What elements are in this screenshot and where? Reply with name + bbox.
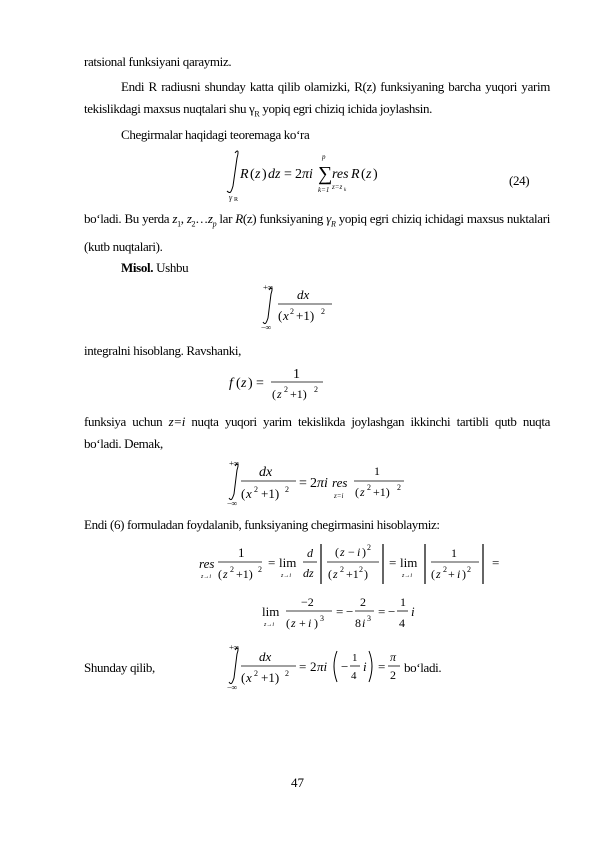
svg-text:=: = — [284, 167, 292, 182]
svg-text:z: z — [255, 167, 261, 182]
text-line-endi-6: Endi (6) formuladan foydalanib, funksiyaning chegirmasini hisoblaymiz: — [84, 517, 440, 532]
svg-text:): ) — [314, 616, 318, 630]
formula-f-of-z — [229, 364, 329, 402]
svg-text:z: z — [340, 545, 345, 559]
gamma-r-subscript: R — [331, 219, 336, 229]
svg-text:πi: πi — [317, 476, 328, 491]
svg-text:2: 2 — [467, 565, 471, 574]
svg-text:lim: lim — [400, 555, 418, 570]
funksiya-uchun-text: funksiya uchun — [84, 414, 169, 429]
svg-text:z: z — [277, 387, 282, 401]
svg-text:z: z — [436, 567, 441, 581]
text-boladi: bo‘ladi. — [404, 660, 442, 675]
formula-integral-example — [260, 282, 340, 332]
svg-text:γ: γ — [229, 193, 233, 202]
svg-text:z: z — [333, 567, 338, 581]
svg-text:lim: lim — [279, 555, 297, 570]
svg-text:(: ( — [431, 567, 435, 581]
svg-text:d: d — [307, 546, 313, 560]
svg-text:i: i — [308, 616, 312, 630]
svg-text:i: i — [363, 659, 367, 674]
svg-text:∑: ∑ — [318, 163, 333, 185]
equation-number-24: (24) — [509, 173, 530, 188]
svg-text:=: = — [378, 604, 386, 619]
svg-text:2: 2 — [314, 385, 318, 394]
svg-text:+1): +1) — [296, 308, 315, 323]
svg-text:4: 4 — [399, 616, 405, 630]
svg-text:=: = — [492, 555, 500, 570]
svg-text:−: − — [388, 604, 396, 619]
text-line-integralni: integralni hisoblang. Ravshanki, — [84, 343, 242, 358]
svg-text:(: ( — [328, 567, 332, 581]
svg-text:+1): +1) — [236, 567, 253, 581]
gamma-symbol: γ — [326, 211, 332, 226]
svg-text:x: x — [283, 308, 289, 323]
svg-text:R: R — [234, 197, 239, 203]
svg-text:(: ( — [286, 616, 290, 630]
svg-text:k=1: k=1 — [318, 186, 330, 194]
svg-text:2: 2 — [295, 167, 302, 182]
bu-yerda-text: bo‘ladi. Bu yerda — [84, 211, 173, 226]
svg-text:z→i: z→i — [402, 573, 413, 579]
paragraph-funksiya-uchun — [84, 411, 550, 455]
paragraph-endi-r-text: Endi R radiusni shunday katta qilib olamizki, R(z) funksiyaning barcha yuqori yarim tekislikdagi maxsus nuqtalari shu γ — [84, 79, 550, 116]
svg-text:2: 2 — [397, 483, 401, 492]
svg-text:−: − — [348, 545, 355, 559]
svg-text:3: 3 — [367, 614, 371, 623]
svg-text:−2: −2 — [301, 595, 314, 609]
z-symbol: z — [172, 211, 178, 226]
svg-text:z: z — [223, 567, 228, 581]
svg-text:2: 2 — [367, 543, 371, 552]
z-symbol-p: z — [207, 211, 213, 226]
nuqta-text: nuqta yuqori yarim tekislikda joylashgan ikkinchi tartibli qutb nuqta bo‘ladi. Demak, — [84, 414, 550, 451]
svg-text:=: = — [299, 476, 307, 491]
svg-text:p: p — [322, 153, 326, 161]
ushbu-text: Ushbu — [153, 260, 189, 275]
yopiq-text: yopiq egri chiziq ichidagi maxsus nuktalari (kutb nuqtalari). — [84, 211, 550, 254]
svg-text:−: − — [341, 659, 349, 674]
svg-text:): ) — [248, 376, 253, 391]
svg-text:πi: πi — [317, 659, 328, 674]
svg-text:2: 2 — [285, 669, 289, 678]
formula-residue-theorem — [222, 146, 382, 202]
svg-text:πi: πi — [302, 167, 313, 182]
svg-text:res: res — [199, 556, 215, 571]
lar-text: lar — [216, 211, 236, 226]
svg-text:+1): +1) — [261, 670, 280, 685]
svg-text:+∞: +∞ — [263, 283, 274, 292]
svg-text:lim: lim — [262, 604, 280, 619]
svg-text:(: ( — [218, 567, 222, 581]
svg-text:z→i: z→i — [201, 574, 212, 580]
svg-text:(: ( — [335, 545, 339, 559]
r-symbol: R — [235, 211, 243, 226]
svg-text:2: 2 — [340, 565, 344, 574]
formula-final-result — [226, 642, 406, 694]
svg-text:res: res — [332, 475, 348, 490]
svg-text:+: + — [448, 567, 455, 581]
formula-integral-res — [226, 458, 408, 508]
z-subscript-p: p — [212, 219, 217, 229]
svg-text:z=i: z=i — [334, 492, 344, 500]
svg-text:z→i: z→i — [264, 622, 275, 628]
page-number: 47 — [291, 775, 304, 790]
svg-text:8: 8 — [355, 616, 361, 630]
svg-text:dx: dx — [259, 465, 273, 480]
svg-text:2: 2 — [443, 565, 447, 574]
svg-text:3: 3 — [320, 614, 324, 623]
svg-text:=: = — [378, 659, 386, 674]
svg-text:R: R — [240, 167, 249, 182]
svg-text:=: = — [299, 659, 307, 674]
svg-text:k: k — [344, 188, 347, 193]
svg-text:(: ( — [241, 486, 246, 501]
paragraph-endi-r-end: yopiq egri chiziq ichida joylashsin. — [259, 101, 433, 116]
svg-text:−∞: −∞ — [261, 323, 272, 332]
svg-text:i: i — [411, 604, 415, 619]
svg-text:): ) — [362, 545, 366, 559]
svg-text:dz: dz — [268, 167, 281, 182]
svg-text:+∞: +∞ — [229, 643, 240, 652]
dots: … — [195, 211, 208, 226]
svg-text:dz: dz — [303, 566, 314, 580]
svg-text:dx: dx — [259, 649, 272, 664]
svg-text:i: i — [362, 616, 366, 630]
svg-text:x: x — [246, 486, 252, 501]
misol-label: Misol. — [121, 260, 154, 275]
svg-text:): ) — [373, 167, 378, 182]
svg-text:+: + — [299, 616, 306, 630]
svg-text:dx: dx — [297, 287, 310, 302]
svg-text:2: 2 — [254, 485, 258, 494]
svg-text:i: i — [457, 567, 461, 581]
svg-text:(: ( — [236, 376, 241, 391]
funksiyaning-text: (z) funksiyaning — [242, 211, 327, 226]
svg-text:1: 1 — [238, 545, 245, 560]
svg-text:): ) — [364, 567, 368, 581]
svg-text:2: 2 — [390, 668, 396, 682]
svg-text:2: 2 — [230, 565, 234, 574]
svg-text:=: = — [389, 555, 397, 570]
text-shunday-qilib: Shunday qilib, — [84, 660, 155, 675]
svg-text:1: 1 — [293, 367, 300, 382]
svg-text:(: ( — [355, 485, 359, 499]
svg-text:1: 1 — [451, 546, 457, 560]
text-line-chegirmalar: Chegirmalar haqidagi teoremaga ko‘ra — [121, 127, 310, 142]
svg-text:): ) — [262, 167, 267, 182]
paragraph-endi-r — [84, 76, 550, 126]
svg-text:2: 2 — [285, 485, 289, 494]
svg-text:2: 2 — [310, 659, 317, 674]
svg-text:2: 2 — [367, 483, 371, 492]
svg-text:1: 1 — [374, 464, 380, 478]
svg-text:f: f — [229, 376, 233, 391]
svg-text:+1: +1 — [346, 567, 359, 581]
svg-text:2: 2 — [360, 595, 366, 609]
svg-text:2: 2 — [258, 565, 262, 574]
svg-text:+∞: +∞ — [229, 459, 240, 468]
svg-text:−∞: −∞ — [227, 499, 238, 508]
svg-text:z: z — [360, 485, 365, 499]
svg-text:z: z — [241, 376, 247, 391]
svg-text:2: 2 — [284, 385, 288, 394]
svg-text:(: ( — [272, 387, 276, 401]
svg-text:4: 4 — [351, 670, 357, 682]
svg-text:1: 1 — [400, 595, 406, 609]
svg-text:+1): +1) — [261, 486, 280, 501]
svg-text:R: R — [351, 167, 360, 182]
svg-text:−∞: −∞ — [227, 683, 238, 692]
svg-text:−: − — [346, 604, 354, 619]
svg-text:z=z: z=z — [332, 183, 343, 191]
z-subscript-2: 2 — [191, 219, 196, 229]
svg-text:i: i — [357, 545, 361, 559]
svg-text:res: res — [332, 167, 349, 182]
svg-text:=: = — [268, 555, 276, 570]
paragraph-bu-yerda: bo‘ladi. Bu yerda $z_1$, $z_2\dots z_p$ lar R(z) funksiyaning $\gamma_R$ yopiq egri chiziq ichidagi maxsus nuktalari (kutb nuqtalari). — [84, 211, 550, 254]
svg-text:(: ( — [241, 670, 246, 685]
svg-text:2: 2 — [359, 565, 363, 574]
svg-text:): ) — [462, 567, 466, 581]
svg-text:x: x — [246, 670, 252, 685]
formula-residue-calc — [196, 540, 508, 590]
svg-text:1: 1 — [352, 652, 358, 664]
svg-text:=: = — [256, 376, 264, 391]
gamma-subscript: R — [254, 109, 260, 119]
z-equals-i: z=i — [168, 414, 186, 429]
text-line-rational: ratsional funksiyani qaraymiz. — [84, 54, 232, 69]
svg-text:z: z — [291, 616, 296, 630]
svg-text:(: ( — [250, 167, 255, 182]
svg-text:(: ( — [361, 167, 366, 182]
svg-text:z→i: z→i — [281, 573, 292, 579]
svg-text:=: = — [336, 604, 344, 619]
misol-line — [121, 260, 188, 276]
svg-text:(: ( — [278, 308, 283, 323]
svg-text:2: 2 — [310, 476, 317, 491]
svg-text:2: 2 — [321, 307, 325, 316]
svg-text:+1): +1) — [373, 485, 390, 499]
z-symbol-2: z — [186, 211, 192, 226]
svg-text:2: 2 — [254, 669, 258, 678]
svg-text:+1): +1) — [290, 387, 307, 401]
z-subscript-1: 1 — [177, 219, 181, 229]
svg-text:z: z — [366, 167, 372, 182]
svg-text:π: π — [390, 650, 397, 664]
formula-residue-result — [262, 592, 422, 638]
svg-text:2: 2 — [290, 307, 294, 316]
